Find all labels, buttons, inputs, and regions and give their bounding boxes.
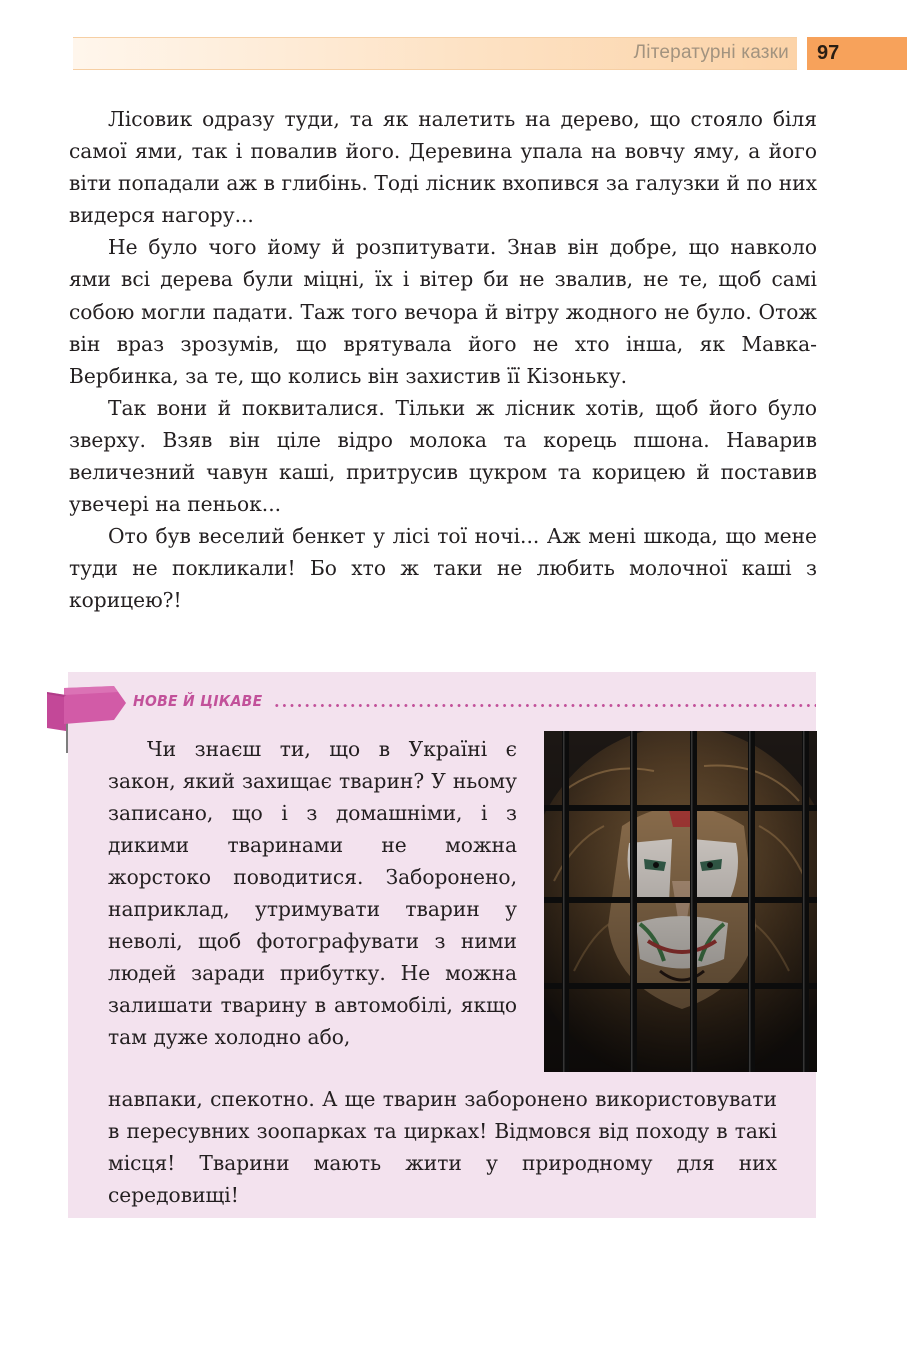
story-paragraph: Так вони й поквиталися. Тільки ж лісник хотів, щоб його було зверху. Взяв він ціле відро молока та корець пшона. Наварив величезний чавун каші, притрусив цукром та корицею й поставив увечері на пеньок... <box>69 395 817 517</box>
section-title: Літературні казки <box>633 42 789 63</box>
fact-paragraph-end: навпаки, спекотно. А ще тварин заборонено використовувати в пересувних зоопарках та цирках! Відмовся від походу в такі місця! Тварини мають жити у природному для них середовищі! <box>108 1087 777 1208</box>
dotted-divider <box>273 704 816 707</box>
fact-text-below-photo <box>108 1083 777 1211</box>
story-paragraph: Лісовик одразу туди, та як налетить на дерево, що стояло біля самої ями, так і повалив його. Деревина упала на вовчу яму, а його віти попадали аж в глибінь. Тоді лісник вхопився за галузки й по них видерся нагору... <box>69 107 817 228</box>
running-header <box>73 37 797 70</box>
fact-text-beside-photo <box>108 733 517 1053</box>
fact-box-title: НОВЕ Й ЦІКАВЕ <box>133 692 263 710</box>
story-paragraph: Ото був веселий бенкет у лісі тої ночі... Аж мені шкода, що мене туди не покликали! Бо хто ж таки не любить молочної каші з корицею?! <box>69 524 817 613</box>
fact-paragraph-start: Чи знаєш ти, що в Україні є закон, який захищає тварин? У ньому записано, що і з домашніми, і з дикими тваринами не можна жорстоко поводитися. Заборонено, наприклад, утримувати тварин у неволі, щоб фотографувати з ними людей заради прибутку. Не можна залишати тварину в автомобілі, якщо там дуже холодно або, <box>108 737 517 1050</box>
caged-lion-photo <box>544 731 817 1072</box>
page-number: 97 <box>807 37 907 70</box>
story-paragraph: Не було чого йому й розпитувати. Знав він добре, що навколо ями всі дерева були міцні, їх і вітер би не звалив, не те, щоб самі собою могли падати. Таж того вечора й вітру жодного не було. Отож він враз зрозумів, що врятувала його не хто інша, як Мавка-Вербинка, за те, що колись він захистив її Кізоньку. <box>69 235 817 388</box>
story-text <box>69 103 817 617</box>
